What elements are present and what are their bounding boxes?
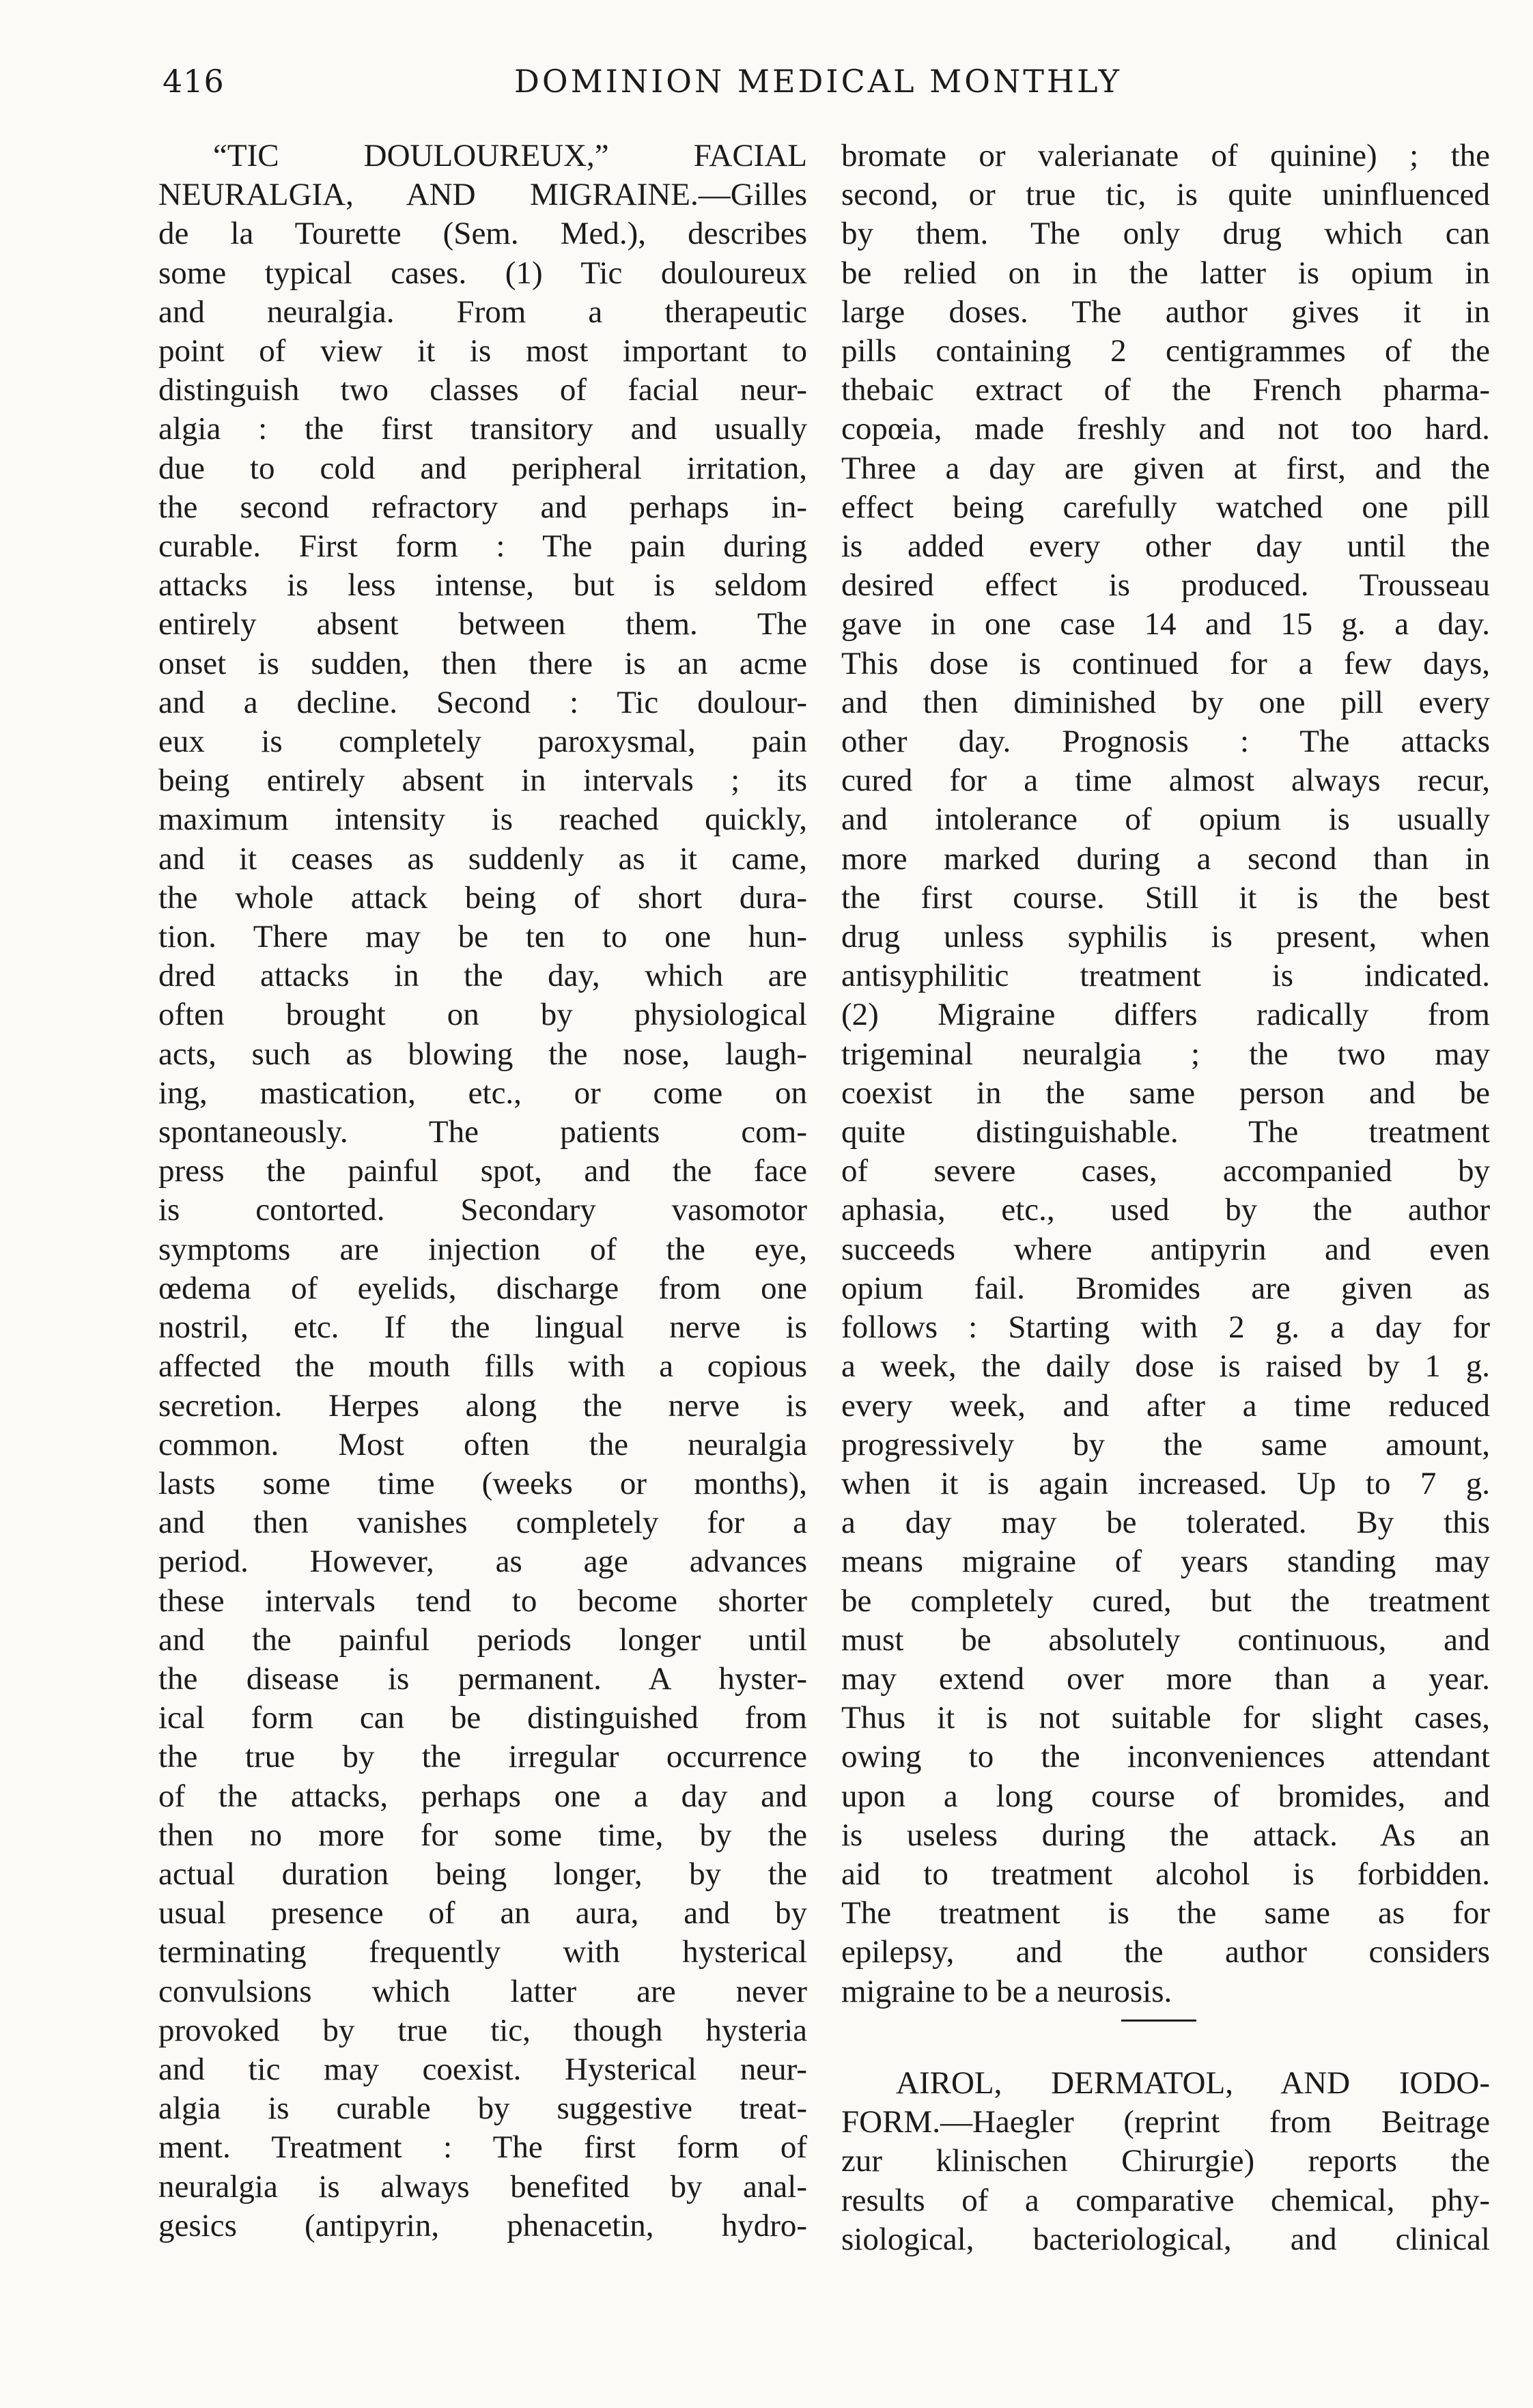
page-header <box>163 63 1474 111</box>
body-text-line: some typical cases. (1) Tic douloureux <box>158 255 807 291</box>
body-text-line: algia is curable by suggestive treat- <box>158 2091 807 2127</box>
body-text-line: migraine to be a neurosis. <box>841 1973 1172 2009</box>
body-text-line: these intervals tend to become shorter <box>158 1583 807 1619</box>
body-text-line: of severe cases, accompanied by <box>841 1153 1490 1189</box>
article-heading-line: “TIC DOULOUREUX,” FACIAL <box>213 138 807 173</box>
body-text-line: siological, bacteriological, and clinical <box>841 2221 1490 2257</box>
body-text-line: eux is completely paroxysmal, pain <box>158 724 807 760</box>
body-text-line: the first course. Still it is the best <box>841 879 1490 916</box>
body-text-line: upon a long course of bromides, and <box>841 1778 1490 1814</box>
body-text-line: the whole attack being of short dura- <box>158 879 807 916</box>
body-text-line: curable. First form : The pain during <box>158 528 807 565</box>
body-text-line: and tic may coexist. Hysterical neur- <box>158 2051 807 2087</box>
body-text-line: period. However, as age advances <box>158 1544 807 1580</box>
running-title: DOMINION MEDICAL MONTHLY <box>514 63 1123 100</box>
body-text-line: aphasia, etc., used by the author <box>841 1192 1490 1228</box>
body-text-line: large doses. The author gives it in <box>841 294 1490 330</box>
body-text-line: and then diminished by one pill every <box>841 684 1490 720</box>
body-text-line: when it is again increased. Up to 7 g. <box>841 1465 1490 1501</box>
body-text-line: The treatment is the same as for <box>841 1895 1490 1931</box>
body-text-line: attacks is less intense, but is seldom <box>158 567 807 604</box>
body-text-line: epilepsy, and the author considers <box>841 1934 1490 1970</box>
body-text-line: owing to the inconveniences attendant <box>841 1739 1490 1775</box>
body-text-line: actual duration being longer, by the <box>158 1856 807 1892</box>
spacer <box>841 2050 1490 2064</box>
body-text-line: more marked during a second than in <box>841 840 1490 877</box>
body-text-line: terminating frequently with hysterical <box>158 1934 807 1970</box>
body-text-line: usual presence of an aura, and by <box>158 1895 807 1931</box>
left-column <box>158 137 807 2246</box>
body-text-line: ical form can be distinguished from <box>158 1700 807 1736</box>
body-text-line: œdema of eyelids, discharge from one <box>158 1270 807 1306</box>
separator-rule <box>1121 2020 1196 2022</box>
body-text-line: and then vanishes completely for a <box>158 1505 807 1541</box>
body-text-line: point of view it is most important to <box>158 333 807 369</box>
body-text-line: every week, and after a time reduced <box>841 1387 1490 1423</box>
body-text-line: the true by the irregular occurrence <box>158 1739 807 1775</box>
body-text-line: must be absolutely continuous, and <box>841 1621 1490 1658</box>
body-text-line: other day. Prognosis : The attacks <box>841 724 1490 760</box>
body-text-line: is contorted. Secondary vasomotor <box>158 1192 807 1228</box>
body-text-line: being entirely absent in intervals ; its <box>158 763 807 799</box>
body-text-line: desired effect is produced. Trousseau <box>841 567 1490 604</box>
body-text-line: neuralgia is always benefited by anal- <box>158 2168 807 2205</box>
body-text-line: aid to treatment alcohol is forbidden. <box>841 1856 1490 1892</box>
body-text-line: quite distinguishable. The treatment <box>841 1114 1490 1150</box>
body-text-line: lasts some time (weeks or months), <box>158 1465 807 1501</box>
body-text-line: convulsions which latter are never <box>158 1973 807 2009</box>
body-text-line: is added every other day until the <box>841 528 1490 565</box>
body-text-line: Thus it is not suitable for slight cases, <box>841 1700 1490 1736</box>
body-text-line: FORM.—Haegler (reprint from Beitrage <box>841 2104 1490 2140</box>
body-text-line: and intolerance of opium is usually <box>841 802 1490 838</box>
body-text-line: be relied on in the latter is opium in <box>841 255 1490 291</box>
body-text-line: entirely absent between them. The <box>158 606 807 642</box>
body-text-line: secretion. Herpes along the nerve is <box>158 1387 807 1423</box>
body-text-line: and it ceases as suddenly as it came, <box>158 840 807 877</box>
body-text-line: thebaic extract of the French pharma- <box>841 372 1490 408</box>
body-text-line: ment. Treatment : The first form of <box>158 2129 807 2166</box>
body-text-line: opium fail. Bromides are given as <box>841 1270 1490 1306</box>
body-text-line: copœia, made freshly and not too hard. <box>841 411 1490 447</box>
section-separator <box>841 2011 1490 2050</box>
body-text-line: nostril, etc. If the lingual nerve is <box>158 1309 807 1346</box>
body-text-line: This dose is continued for a few days, <box>841 645 1490 681</box>
body-text-line: second, or true tic, is quite uninfluenced <box>841 177 1490 213</box>
body-text-line: ing, mastication, etc., or come on <box>158 1075 807 1111</box>
body-text-line: antisyphilitic treatment is indicated. <box>841 958 1490 994</box>
body-text-line: pills containing 2 centigrammes of the <box>841 333 1490 369</box>
body-text-line: drug unless syphilis is present, when <box>841 919 1490 955</box>
body-text-line: be completely cured, but the treatment <box>841 1583 1490 1619</box>
body-text-line: succeeds where antipyrin and even <box>841 1231 1490 1267</box>
body-text-line: acts, such as blowing the nose, laugh- <box>158 1036 807 1072</box>
body-text-line: results of a comparative chemical, phy- <box>841 2182 1490 2218</box>
body-text-line: and the painful periods longer until <box>158 1621 807 1658</box>
body-text-line: affected the mouth fills with a copious <box>158 1348 807 1385</box>
body-text-line: algia : the first transitory and usually <box>158 411 807 447</box>
body-text-line: dred attacks in the day, which are <box>158 958 807 994</box>
body-text-line: the second refractory and perhaps in- <box>158 489 807 525</box>
body-text-line: common. Most often the neuralgia <box>158 1426 807 1462</box>
body-text-line: may extend over more than a year. <box>841 1660 1490 1697</box>
body-text-line: means migraine of years standing may <box>841 1544 1490 1580</box>
body-text-line: often brought on by physiological <box>158 997 807 1033</box>
body-text-line: tion. There may be ten to one hun- <box>158 919 807 955</box>
body-text-line: effect being carefully watched one pill <box>841 489 1490 525</box>
body-text-line: provoked by true tic, though hysteria <box>158 2012 807 2048</box>
body-text-line: onset is sudden, then there is an acme <box>158 645 807 681</box>
article-heading-line: AIROL, DERMATOL, AND IODO- <box>896 2065 1490 2101</box>
body-text-line: then no more for some time, by the <box>158 1817 807 1853</box>
article-heading-line: NEURALGIA, AND MIGRAINE.—Gilles <box>158 177 807 213</box>
body-text-line: progressively by the same amount, <box>841 1426 1490 1462</box>
body-text-line: by them. The only drug which can <box>841 216 1490 252</box>
body-text-line: is useless during the attack. As an <box>841 1817 1490 1853</box>
page-number: 416 <box>163 63 225 100</box>
body-text-line: Three a day are given at first, and the <box>841 450 1490 486</box>
body-text-line: a week, the daily dose is raised by 1 g. <box>841 1348 1490 1385</box>
body-text-line: gesics (antipyrin, phenacetin, hydro- <box>158 2207 807 2243</box>
body-text-line: and neuralgia. From a therapeutic <box>158 294 807 330</box>
body-text-line: cured for a time almost always recur, <box>841 763 1490 799</box>
body-text-line: follows : Starting with 2 g. a day for <box>841 1309 1490 1346</box>
body-text-line: and a decline. Second : Tic doulour- <box>158 684 807 720</box>
body-text-line: zur klinischen Chirurgie) reports the <box>841 2143 1490 2179</box>
body-text-line: trigeminal neuralgia ; the two may <box>841 1036 1490 1072</box>
body-text-line: due to cold and peripheral irritation, <box>158 450 807 486</box>
body-text-line: symptoms are injection of the eye, <box>158 1231 807 1267</box>
body-text-line: spontaneously. The patients com- <box>158 1114 807 1150</box>
body-text-line: gave in one case 14 and 15 g. a day. <box>841 606 1490 642</box>
right-column <box>841 137 1490 2259</box>
body-text-line: coexist in the same person and be <box>841 1075 1490 1111</box>
body-text-line: a day may be tolerated. By this <box>841 1505 1490 1541</box>
body-text-line: press the painful spot, and the face <box>158 1153 807 1189</box>
body-text-line: de la Tourette (Sem. Med.), describes <box>158 216 807 252</box>
body-text-line: of the attacks, perhaps one a day and <box>158 1778 807 1814</box>
body-text-line: (2) Migraine differs radically from <box>841 997 1490 1033</box>
body-text-line: maximum intensity is reached quickly, <box>158 802 807 838</box>
body-text-line: distinguish two classes of facial neur- <box>158 372 807 408</box>
body-text-line: the disease is permanent. A hyster- <box>158 1660 807 1697</box>
body-text-line: bromate or valerianate of quinine) ; the <box>841 138 1490 173</box>
